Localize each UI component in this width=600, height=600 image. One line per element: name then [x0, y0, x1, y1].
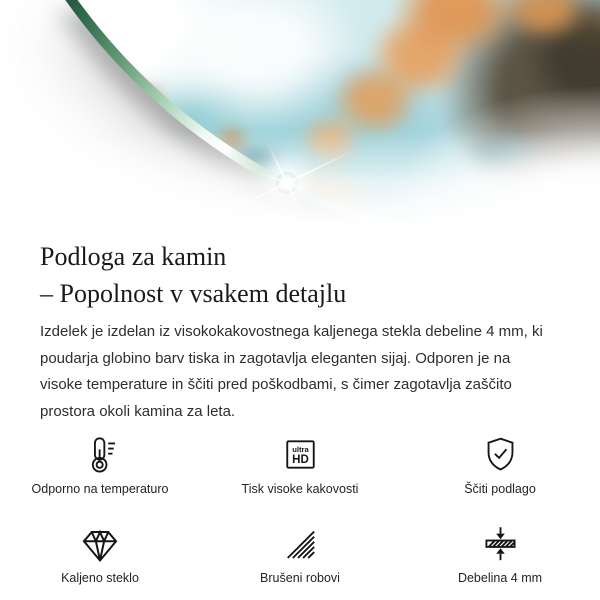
ultra-hd-icon [200, 434, 400, 475]
title-line-1: Podloga za kamin [40, 242, 227, 271]
product-description: Izdelek je izdelan iz visokokakovostnega kaljenega stekla debeline 4 mm, ki poudarja globino barv tiska in zagotavlja eleganten sijaj. Odporen je na visoke temperature in ščiti pred poškodbami, s čimer zagotavlja zaščito prostora okoli kamina za leta. [40, 323, 543, 420]
feature-thickness [400, 523, 600, 586]
feature-temperature-resistant [0, 434, 200, 497]
features-grid [0, 434, 600, 586]
product-image[interactable] [0, 0, 600, 234]
feature-label: Debelina 4 mm [457, 571, 543, 585]
feature-tempered-glass [0, 523, 200, 586]
feature-label: Odporno na temperaturo [31, 482, 169, 496]
thermometer-icon [0, 434, 200, 475]
hatched-bevel-icon [200, 523, 400, 564]
page-title [40, 238, 600, 312]
diamond-icon [0, 523, 200, 564]
feature-label: Kaljeno steklo [61, 571, 139, 585]
feature-label: Brušeni robovi [260, 571, 340, 585]
title-line-2: – Popolnost v vsakem detajlu [40, 279, 347, 308]
ultra-hd-icon-text-top: ultra [291, 444, 309, 454]
feature-print-quality [200, 434, 400, 497]
feature-polished-edges [200, 523, 400, 586]
feature-label: Ščiti podlago [464, 482, 536, 496]
feature-label: Tisk visoke kakovosti [241, 482, 359, 496]
ultra-hd-icon-text-bottom: HD [291, 454, 309, 467]
shield-check-icon [400, 434, 600, 475]
feature-protects-surface [400, 434, 600, 497]
thickness-compress-icon [400, 523, 600, 564]
